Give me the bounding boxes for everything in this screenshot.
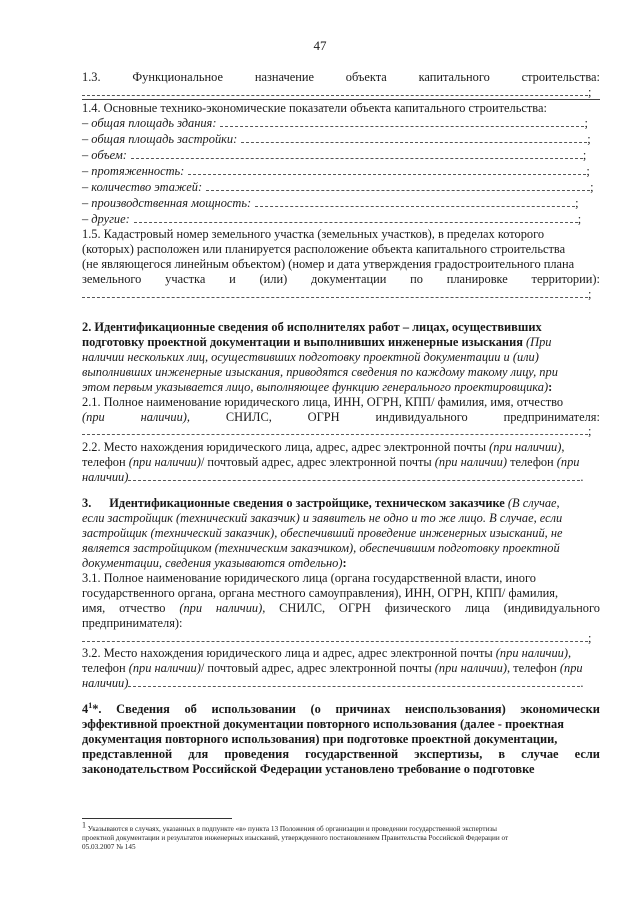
word: участка bbox=[165, 272, 206, 286]
blank-field[interactable] bbox=[206, 180, 590, 191]
section-3-2-line bbox=[82, 661, 600, 676]
text: / почтовый адрес, адрес электронной почты bbox=[200, 455, 435, 469]
word: отчество bbox=[119, 601, 166, 615]
section-1-4-title: 1.4. Основные технико-экономические показатели объекта капитального строительства: bbox=[82, 101, 547, 115]
word: проведения bbox=[224, 747, 290, 761]
heading-text: Идентификационные сведения о застройщике, техническом заказчике bbox=[109, 496, 505, 510]
asterisk: *. bbox=[92, 702, 102, 716]
section-2-1-fill-line bbox=[82, 424, 600, 439]
word: наличии), bbox=[140, 410, 191, 424]
line-end: ; bbox=[582, 148, 587, 162]
section-4-heading-line bbox=[82, 747, 600, 762]
blank-field[interactable] bbox=[188, 164, 586, 175]
section-1-5-line: 1.5. Кадастровый номер земельного участка (земельных участков), в пределах которого bbox=[82, 227, 545, 241]
section-1-3-fill-line bbox=[82, 85, 600, 100]
text: телефон bbox=[82, 455, 129, 469]
line-end: ; bbox=[590, 180, 594, 194]
section-number: 3. bbox=[82, 496, 92, 510]
text: телефон bbox=[82, 661, 129, 675]
text: телефон bbox=[506, 455, 557, 469]
section-1-3-word: объекта bbox=[345, 70, 387, 84]
word: имя, bbox=[82, 601, 106, 615]
section-1-3-line bbox=[82, 70, 600, 85]
section-3-note-line bbox=[82, 556, 600, 571]
divider bbox=[82, 99, 600, 100]
section-3-1-line: предпринимателя): bbox=[82, 616, 183, 630]
section-2-note-line: выполнивших инженерные изыскания, приводятся сведения по каждому такому лицу, при bbox=[82, 365, 558, 379]
indicator-label: – общая площадь здания: bbox=[82, 116, 217, 130]
word: СНИЛС, bbox=[225, 410, 272, 424]
note-text: (при bbox=[556, 455, 580, 469]
word: для bbox=[188, 747, 209, 761]
indicator-row bbox=[82, 212, 600, 227]
section-2-heading: 2. Идентификационные сведения об исполнителях работ – лицах, осуществивших bbox=[82, 320, 542, 334]
note-text: (В случае, bbox=[504, 496, 560, 510]
word: предпринимателя: bbox=[503, 410, 600, 424]
section-3-2-line bbox=[82, 646, 600, 661]
word: (при bbox=[179, 601, 203, 615]
word: (о bbox=[310, 702, 321, 716]
blank-field[interactable] bbox=[82, 424, 588, 435]
section-4-heading-line: документация повторного использования) при подготовке проектной документации, bbox=[82, 732, 558, 746]
heading-text: подготовку проектной документации и выполнивших инженерные изыскания bbox=[82, 335, 523, 349]
punct: , bbox=[561, 440, 565, 454]
punct: : bbox=[342, 556, 347, 570]
word: случае bbox=[521, 747, 559, 761]
indicator-row bbox=[82, 180, 600, 195]
indicator-label: – производственная мощность: bbox=[82, 196, 252, 210]
note-text: (при наличии) bbox=[434, 455, 507, 469]
section-3-note-line: является застройщиком (техническим заказчиком), обеспечившим подготовку проектной bbox=[82, 541, 560, 555]
indicator-label: – количество этажей: bbox=[82, 180, 203, 194]
line-end: ; bbox=[588, 424, 592, 438]
section-2-note-line bbox=[82, 380, 600, 395]
punct: : bbox=[548, 380, 553, 394]
note-text: (при наличии), bbox=[495, 646, 572, 660]
note-text: (при наличии) bbox=[128, 455, 201, 469]
section-1-3-word: строительства: bbox=[521, 70, 600, 84]
line-end: ; bbox=[588, 287, 592, 301]
word: ОГРН bbox=[307, 410, 340, 424]
section-1-3-word: Функциональное bbox=[132, 70, 224, 84]
section-number: 4 bbox=[82, 702, 89, 716]
section-1-5-fill-line bbox=[82, 287, 600, 302]
note-text: наличии) bbox=[82, 470, 129, 484]
indicator-label: – другие: bbox=[82, 212, 130, 226]
word: экономически bbox=[520, 702, 600, 716]
line-end: . bbox=[580, 676, 584, 690]
word: лица bbox=[464, 601, 490, 615]
section-3-1-line: 3.1. Полное наименование юридического лица (органа государственной власти, иного bbox=[82, 571, 536, 585]
section-4-heading-line: эффективной проектной документации повторного использования (далее - проектная bbox=[82, 717, 564, 731]
word: и bbox=[229, 272, 236, 286]
section-3-2-fill-line bbox=[82, 676, 600, 691]
word: в bbox=[498, 747, 506, 761]
blank-field[interactable] bbox=[82, 631, 588, 642]
note-text: наличии) bbox=[82, 676, 129, 690]
section-3-heading bbox=[82, 496, 600, 511]
blank-field[interactable] bbox=[134, 212, 578, 223]
section-1-3-number: 1.3. bbox=[82, 70, 101, 84]
section-2-heading-line bbox=[82, 335, 600, 350]
word: причинах bbox=[335, 702, 391, 716]
section-1-5-line: (которых) расположен или планируется расположение объекта капитального строительства bbox=[82, 242, 566, 256]
page-number: 47 bbox=[313, 38, 327, 53]
section-2-2-fill-line bbox=[82, 470, 600, 485]
indicator-row bbox=[82, 164, 600, 179]
note-text: (при наличии) bbox=[128, 661, 201, 675]
word: (или) bbox=[259, 272, 288, 286]
indicator-label: – общая площадь застройки: bbox=[82, 132, 238, 146]
section-3-note-line: застройщик (технический заказчик), обеспечивший проведение инженерных изысканий, не bbox=[82, 526, 563, 540]
text: , телефон bbox=[506, 661, 560, 675]
word: земельного bbox=[82, 272, 142, 286]
footnote-text: Указываются в случаях, указанных в подпункте «в» пункта 13 Положения об организации и проведении государственной экспертизы bbox=[86, 825, 497, 833]
section-1-3-word: капитального bbox=[418, 70, 490, 84]
word: (при bbox=[82, 410, 105, 424]
word: по bbox=[410, 272, 423, 286]
word: представленной bbox=[82, 747, 173, 761]
text: 2.2. Место нахождения юридического лица, адрес, адрес электронной почты bbox=[82, 440, 490, 454]
section-2-1-line bbox=[82, 410, 600, 425]
section-2-2-line bbox=[82, 440, 600, 455]
note-text: (при bbox=[559, 661, 583, 675]
note-text: (при наличии) bbox=[434, 661, 507, 675]
line-end: ; bbox=[586, 164, 590, 178]
word: физического bbox=[384, 601, 451, 615]
word: неиспользования) bbox=[404, 702, 506, 716]
indicator-label: – объем: bbox=[82, 148, 127, 162]
word: планировке bbox=[446, 272, 508, 286]
section-2-note-line: наличии нескольких лиц, осуществивших подготовку проектной документации и (или) bbox=[82, 350, 539, 364]
blank-field[interactable] bbox=[82, 85, 588, 96]
blank-field[interactable] bbox=[131, 148, 583, 159]
blank-field[interactable] bbox=[241, 132, 587, 143]
indicator-label: – протяженность: bbox=[82, 164, 185, 178]
note-text: (при наличии) bbox=[489, 440, 562, 454]
section-2-2-line bbox=[82, 455, 600, 470]
section-1-5-line bbox=[82, 272, 600, 287]
section-3-note-line: если застройщик (технический заказчик) и заявитель не одно и то же лицо. В случае, если bbox=[82, 511, 563, 525]
indicator-row bbox=[82, 196, 600, 211]
indicator-row bbox=[82, 116, 600, 131]
line-end: ; bbox=[588, 631, 592, 645]
blank-field[interactable] bbox=[128, 470, 580, 481]
line-end: ; bbox=[587, 132, 591, 146]
section-1-5-line: (не являющегося линейным объектом) (номер и дата утверждения градостроительного плана bbox=[82, 257, 575, 271]
section-3-1-line: государственного органа, органа местного самоуправления), ИНН, ОГРН, КПП/ фамилия, bbox=[82, 586, 559, 600]
word: территории): bbox=[531, 272, 600, 286]
section-2-1-line: 2.1. Полное наименование юридического лица, ИНН, ОГРН, КПП/ фамилия, имя, отчество bbox=[82, 395, 564, 409]
section-3-1-fill-line bbox=[82, 631, 600, 646]
footnote-separator bbox=[82, 818, 232, 819]
word: Сведения bbox=[116, 702, 170, 716]
line-end: . bbox=[580, 470, 584, 484]
word: если bbox=[574, 747, 600, 761]
word: экспертизы, bbox=[414, 747, 483, 761]
footnote-mark: 1 bbox=[82, 820, 86, 830]
word: государственной bbox=[305, 747, 399, 761]
footnote-line bbox=[82, 820, 600, 834]
line-end: ; bbox=[577, 212, 582, 226]
indicator-row bbox=[82, 148, 600, 163]
word: ОГРН bbox=[338, 601, 371, 615]
blank-field[interactable] bbox=[220, 116, 584, 127]
line-end: ; bbox=[588, 85, 592, 99]
section-1-3-word: назначение bbox=[254, 70, 314, 84]
word: индивидуального bbox=[375, 410, 468, 424]
footnote-ref[interactable]: 1 bbox=[88, 700, 93, 710]
section-4-number bbox=[82, 702, 102, 717]
word: использовании bbox=[211, 702, 296, 716]
line-end: ; bbox=[584, 116, 588, 130]
word: об bbox=[184, 702, 197, 716]
note-text: этом первым указывается лицо, выполняющее функцию генерального проектировщика) bbox=[82, 380, 549, 394]
blank-field[interactable] bbox=[128, 676, 580, 687]
section-4-heading-line bbox=[82, 702, 600, 717]
note-text: документации, сведения указываются отдельно) bbox=[82, 556, 343, 570]
word: документации bbox=[311, 272, 387, 286]
text: / почтовый адрес, адрес электронной почты bbox=[200, 661, 435, 675]
section-3-1-line bbox=[82, 601, 600, 616]
indicator-row bbox=[82, 132, 600, 147]
blank-field[interactable] bbox=[82, 287, 588, 298]
word: наличии), bbox=[215, 601, 266, 615]
word: (индивидуального bbox=[503, 601, 600, 615]
text: 3.2. Место нахождения юридического лица и адрес, адрес электронной почты bbox=[82, 646, 496, 660]
note-text: (При bbox=[522, 335, 552, 349]
section-4-heading-line: законодательством Российской Федерации установлено требование о подготовке bbox=[82, 762, 535, 776]
line-end: ; bbox=[575, 196, 579, 210]
blank-field[interactable] bbox=[255, 196, 575, 207]
footnote-line: проектной документации и результатов инженерных изысканий, утвержденного постановлением Правительства Российской Федерации от bbox=[82, 834, 509, 842]
word: СНИЛС, bbox=[279, 601, 326, 615]
footnote-line: 05.03.2007 № 145 bbox=[82, 843, 136, 851]
